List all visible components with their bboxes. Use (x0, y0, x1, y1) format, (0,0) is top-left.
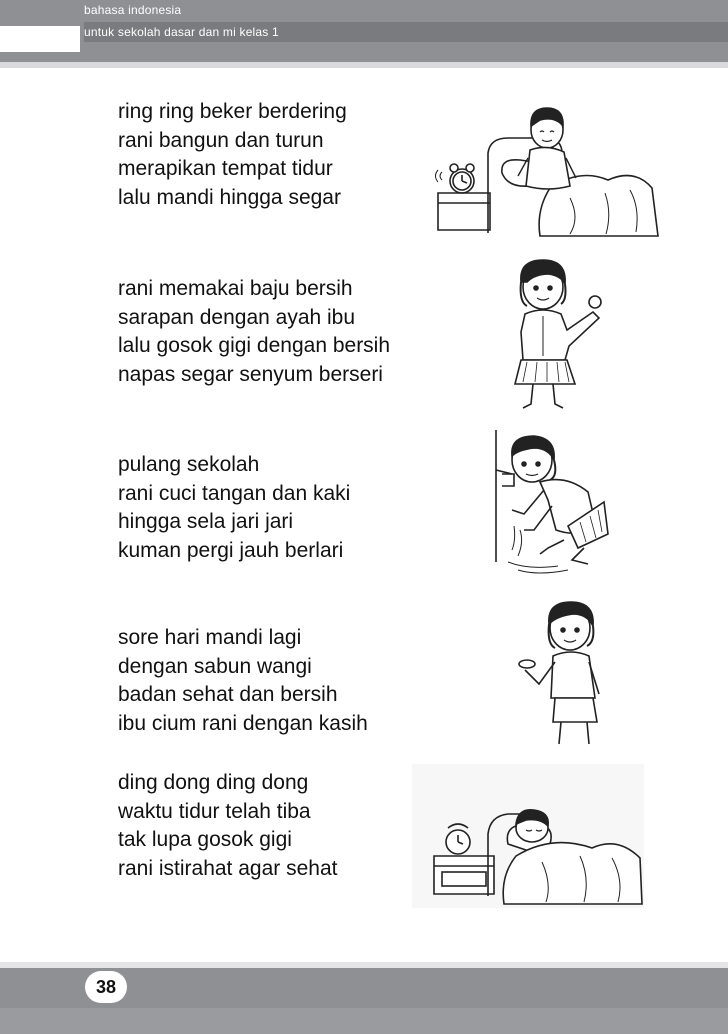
poem-line: dengan sabun wangi (118, 654, 312, 678)
book-subtitle-bar (84, 22, 728, 42)
poem-line: napas segar senyum berseri (118, 362, 383, 386)
poem-line: badan sehat dan bersih (118, 683, 338, 707)
footer-band (0, 1008, 728, 1034)
header-divider (0, 62, 728, 68)
page-number: 38 (85, 971, 127, 1003)
poem-line: ding dong ding dong (118, 771, 309, 794)
poem-line: sarapan dengan ayah ibu (118, 305, 356, 329)
stanza-2 (118, 275, 390, 389)
girl-dressed-icon (505, 252, 615, 414)
poem-line: lalu mandi hingga segar (118, 185, 341, 209)
poem-line: pulang sekolah (118, 453, 260, 476)
poem-line: ring ring beker berdering (118, 100, 347, 123)
poem-line: waktu tidur telah tiba (118, 799, 311, 823)
stanza-4 (118, 624, 368, 738)
poem-line: tak lupa gosok gigi (118, 828, 292, 852)
stanza-5 (118, 769, 337, 883)
stanza-3 (118, 451, 350, 565)
girl-with-soap-icon (515, 598, 615, 748)
book-subtitle: untuk sekolah dasar dan mi kelas 1 (84, 25, 279, 39)
poem-line: hingga sela jari jari (118, 510, 294, 534)
poem-line: rani cuci tangan dan kaki (118, 481, 351, 505)
poem-line: rani istirahat agar sehat (118, 856, 338, 880)
book-subject: bahasa indonesia (84, 3, 182, 17)
girl-sleeping-icon (412, 764, 644, 908)
poem-line: rani memakai baju bersih (118, 277, 353, 300)
poem-line: kuman pergi jauh berlari (118, 538, 344, 562)
girl-washing-hands-icon (488, 430, 618, 578)
page-header (0, 0, 728, 62)
poem-line: sore hari mandi lagi (118, 626, 302, 649)
poem-line: ibu cium rani dengan kasih (118, 711, 368, 735)
poem-line: rani bangun dan turun (118, 128, 324, 152)
header-tab-block (0, 26, 80, 52)
poem-line: lalu gosok gigi dengan bersih (118, 334, 391, 358)
poem-line: merapikan tempat tidur (118, 157, 333, 181)
girl-waking-up-icon (430, 98, 660, 238)
stanza-1 (118, 98, 347, 212)
